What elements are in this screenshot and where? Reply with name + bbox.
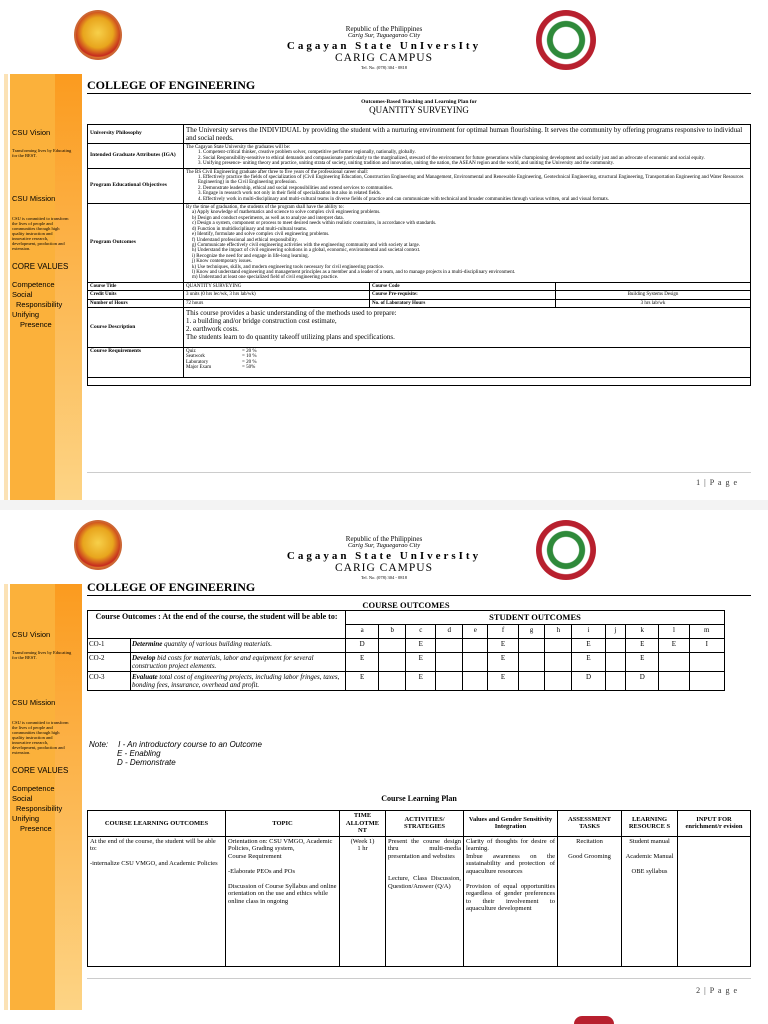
address-text: Carig Sur, Tuguegarao City bbox=[347, 32, 421, 39]
table-row bbox=[88, 291, 751, 299]
table-row: CO-2 Develop bid costs for materials, labor and equipment for several construction project elements. E E E E E bbox=[88, 653, 725, 672]
divider bbox=[87, 595, 751, 596]
plan-assessment: Recitation Good Grooming bbox=[558, 836, 622, 966]
page-2 bbox=[0, 510, 768, 1010]
so-letter: h bbox=[545, 625, 572, 639]
page-number: 2 | P a g e bbox=[696, 986, 738, 995]
plan-header: TIME ALLOTME NT bbox=[340, 811, 386, 837]
campus-name: CARIG CAMPUS bbox=[335, 562, 433, 574]
so-letter: e bbox=[463, 625, 488, 639]
mission-text: CSU is committed to transform the lives of people and communities through high quality instruction and innovative research, development, production and extension. bbox=[12, 720, 69, 755]
plan-activities: Present the course design thru multi-media presentation and websites Lecture, Class Discussion, Question/Answer (Q/A) bbox=[386, 836, 464, 966]
credit-units-label: Credit Units bbox=[88, 291, 184, 299]
plan-resources: Student manual Academic Manual OBE syllabus bbox=[622, 836, 678, 966]
campus-name: CARIG CAMPUS bbox=[335, 52, 433, 64]
republic-text: Republic of the Philippines bbox=[345, 25, 423, 33]
co-description: Evaluate total cost of engineering projects, including labor fringes, taxes, bonding fees, insurance, overhead and profit. bbox=[131, 672, 346, 691]
telephone-text: Tel. No. (078) 304 - 0818 bbox=[360, 575, 408, 580]
lab-hours-label: No. of Laboratory Hours bbox=[370, 299, 556, 307]
co-header: Course Outcomes : At the end of the course, the student will be able to: bbox=[88, 611, 346, 639]
republic-text: Republic of the Philippines bbox=[345, 535, 423, 543]
plan-outcomes: At the end of the course, the student will be able to: -internalize CSU VMGO, and Academic Policies bbox=[88, 836, 226, 966]
so-letter: d bbox=[436, 625, 463, 639]
plan-values: Clarity of thoughts for desire of learning. Imbue awareness on the sustainability and protection of aquaculture resources Provision of equal opportunities regardless of gender preferences to their involvement to aquaculture development bbox=[464, 836, 558, 966]
table-row bbox=[88, 144, 751, 169]
university-name: Cagayan State UnIversIty bbox=[286, 40, 482, 52]
so-letter: c bbox=[406, 625, 436, 639]
credit-units-value: 3 units (0 hrs lec/wk, 3 hrs lab/wk) bbox=[184, 291, 370, 299]
page-number: 1 | P a g e bbox=[696, 478, 738, 487]
address-text: Carig Sur, Tuguegarao City bbox=[347, 542, 421, 549]
description-text: This course provides a basic understanding of the methods used to prepare: 1. a building and/or bridge construction cost estimate, 2. earthwork costs. The students learn to do quantity takeoff utilizing plans and specifications. bbox=[184, 307, 751, 347]
co-description: Determine quantity of various building materials. bbox=[131, 639, 346, 653]
requirements-list: Quiz = 20 % Seatwork = 10 % Laboratory = 20 % Major Exam = 50% bbox=[184, 347, 751, 377]
course-outcomes-table bbox=[87, 610, 725, 691]
so-letter: m bbox=[689, 625, 725, 639]
learning-plan-table bbox=[87, 810, 751, 967]
co-description: Develop bid costs for materials, labor and equipment for several construction project elements. bbox=[131, 653, 346, 672]
plan-header: ASSESSMENT TASKS bbox=[558, 811, 622, 837]
plan-header: TOPIC bbox=[226, 811, 340, 837]
co-code: CO-2 bbox=[88, 653, 131, 672]
table-row bbox=[88, 377, 751, 385]
course-title-label: Course Title bbox=[88, 282, 184, 290]
table-row bbox=[88, 299, 751, 307]
table-row bbox=[88, 204, 751, 283]
university-name: Cagayan State UnIversIty bbox=[286, 550, 482, 562]
so-letter: f bbox=[488, 625, 518, 639]
plan-header: COURSE LEARNING OUTCOMES bbox=[88, 811, 226, 837]
mission-title: CSU Mission bbox=[12, 194, 56, 203]
table-row bbox=[88, 811, 751, 837]
course-code-value bbox=[556, 282, 751, 290]
page-gap bbox=[0, 500, 768, 510]
so-header: STUDENT OUTCOMES bbox=[346, 611, 725, 625]
core-values-list: Competence Social Responsibility Unifying Presence bbox=[12, 280, 63, 329]
plan-header: Values and Gender Sensitivity Integration bbox=[464, 811, 558, 837]
so-letter: b bbox=[379, 625, 406, 639]
so-letter: a bbox=[346, 625, 379, 639]
vision-title: CSU Vision bbox=[12, 630, 51, 639]
plan-header: INPUT FOR enrichment/r evision bbox=[678, 811, 751, 837]
core-values-list: Competence Social Responsibility Unifying Presence bbox=[12, 784, 63, 833]
hours-label: Number of Hours bbox=[88, 299, 184, 307]
mission-title: CSU Mission bbox=[12, 698, 56, 707]
outcome-legend: Note: I - An introductory course to an Outcome E - Enabling D - Demonstrate bbox=[89, 740, 262, 767]
table-row bbox=[88, 836, 751, 966]
table-row bbox=[88, 307, 751, 347]
iga-text: The Cagayan State University the graduates will be: 1. Competent-critical thinker, creative problem solver, competitive performer regionally, nationally, globally. 2. Social Responsibility-sensitive to ethical demands and compassionate particularly to the marginalized, steward of the environment for future generations while championing development and socially just and an advocate of economic and social equity. 3. Unifying presence- uniting theory and practice, uniting strata of society, uniting tradition and innovation, uniting the nation, the ASEAN region and the world, and uniting the University and the community. bbox=[184, 144, 751, 169]
philosophy-text: The University serves the INDIVIDUAL by providing the student with a nurturing environment for optimal human flourishing. It serves the community by offering programs responsive to individual and social needs. bbox=[184, 125, 751, 144]
table-row bbox=[88, 125, 751, 144]
table-row bbox=[88, 282, 751, 290]
footer-rule bbox=[87, 472, 751, 473]
plan-header: LEARNING RESOURCE S bbox=[622, 811, 678, 837]
page-1 bbox=[0, 0, 768, 500]
lab-hours-value: 3 hrs lab/wk bbox=[556, 299, 751, 307]
po-label: Program Outcomes bbox=[88, 204, 184, 283]
course-code-label: Course Code bbox=[370, 282, 556, 290]
page-3-top bbox=[0, 1010, 768, 1024]
footer-rule bbox=[87, 978, 751, 979]
core-values-title: CORE VALUES bbox=[12, 766, 69, 775]
course-title-value: QUANTITY SURVEYING bbox=[184, 282, 370, 290]
table-row bbox=[88, 611, 725, 625]
plan-input bbox=[678, 836, 751, 966]
course-info-table bbox=[87, 124, 751, 386]
sidebar-banner bbox=[0, 584, 82, 1010]
plan-time: (Week 1) 1 hr bbox=[340, 836, 386, 966]
so-letter: g bbox=[518, 625, 545, 639]
peo-text: The BS Civil Engineering graduate after three to five years of the professional career shall: 1. Effectively practice the fields of specialization of (Civil Engineering Education, Construction Engineering and Management, Environmental and Renewable Engineering, Geotechnical Engineering, structural Engineering, Transportation Engineering and Water Resources Engineering) in the Civil Engineering profession. 2. Demonstrate leadership, ethical and social responsibilities and extend services to communities. 3. Engage in research work not only in their field of specialization but also in related fields. 4. Effectively work in multi-disciplinary and multi-cultural teams in diverse fields of practice and can communicate with technical and broader communities through various written, oral and visual formats. bbox=[184, 168, 751, 203]
so-letter: j bbox=[605, 625, 625, 639]
prereq-value: Building Systems Design bbox=[556, 291, 751, 299]
co-code: CO-1 bbox=[88, 639, 131, 653]
plan-title: Outcomes-Based Teaching and Learning Plan for bbox=[361, 99, 477, 105]
college-title: COLLEGE OF ENGINEERING bbox=[87, 580, 256, 594]
plan-header: ACTIVITIES/ STRATEGIES bbox=[386, 811, 464, 837]
table-row: CO-3 Evaluate total cost of engineering projects, including labor fringes, taxes, bonding fees, insurance, overhead and profit. E E E D D bbox=[88, 672, 725, 691]
vision-text: Transforming lives by Educating for the BEST. bbox=[12, 650, 72, 660]
vision-title: CSU Vision bbox=[12, 128, 51, 137]
co-code: CO-3 bbox=[88, 672, 131, 691]
vision-text: Transforming lives by Educating for the BEST. bbox=[12, 148, 72, 158]
telephone-text: Tel. No. (078) 304 - 0818 bbox=[360, 65, 408, 70]
peo-label: Program Educational Objectives bbox=[88, 168, 184, 203]
iga-label: Intended Graduate Attributes (IGA) bbox=[88, 144, 184, 169]
prereq-label: Course Pre-requisite: bbox=[370, 291, 556, 299]
so-letter: i bbox=[572, 625, 605, 639]
so-letter: k bbox=[626, 625, 659, 639]
po-text: By the time of graduation, the students of the program shall have the ability to: a) Apply knowledge of mathematics and science to solve complex civil engineering problems. b) Design and conduct experiments, as well as to analyze and interpret data. c) Design a system, component or process to meet desired needs within realistic constraints, in accordance with standards. d) Function in multidisciplinary and multi-cultural teams. e) Identify, formulate and solve complex civil engineering problems. f) Understand professional and ethical responsibility. g) Communicate effectively civil engineering activities with the engineering community and with society at large. h) Understand the impact of civil engineering solutions in a global, economic, environmental and societal context. i) Recognize the need for and engage in life-long learning. j) Know contemporary issues. k) Use techniques, skills, and modern engineering tools necessary for civil engineering practice. l) Know and understand engineering and management principles as a member and a leader of a team, and to manage projects in a multi-disciplinary environment. m) Understand at least one specialized field of civil engineering practice. bbox=[184, 204, 751, 283]
college-title: COLLEGE OF ENGINEERING bbox=[87, 78, 256, 92]
table-row: CO-1 Determine quantity of various building materials. D E E E E E I bbox=[88, 639, 725, 653]
divider bbox=[87, 93, 751, 94]
requirements-label: Course Requirements bbox=[88, 347, 184, 377]
philosophy-label: University Philosophy bbox=[88, 125, 184, 144]
hours-value: 72 hours bbox=[184, 299, 370, 307]
description-label: Course Description bbox=[88, 307, 184, 347]
learning-plan-title: Course Learning Plan bbox=[381, 794, 457, 803]
table-row bbox=[88, 347, 751, 377]
course-outcomes-title: COURSE OUTCOMES bbox=[362, 600, 450, 610]
course-name: QUANTITY SURVEYING bbox=[369, 105, 469, 115]
mission-text: CSU is committed to transform the lives of people and communities through high quality instruction and innovative research, development, production and extension. bbox=[12, 216, 69, 251]
sidebar-banner bbox=[0, 74, 82, 500]
plan-topic: Orientation on: CSU VMGO, Academic Policies, Grading system, Course Requirement -Elaborate PEOs and POs Discussion of Course Syllabus and online orientation on the use and ethics while online class in ongoing bbox=[226, 836, 340, 966]
table-row bbox=[88, 168, 751, 203]
so-letter: l bbox=[659, 625, 689, 639]
core-values-title: CORE VALUES bbox=[12, 262, 69, 271]
